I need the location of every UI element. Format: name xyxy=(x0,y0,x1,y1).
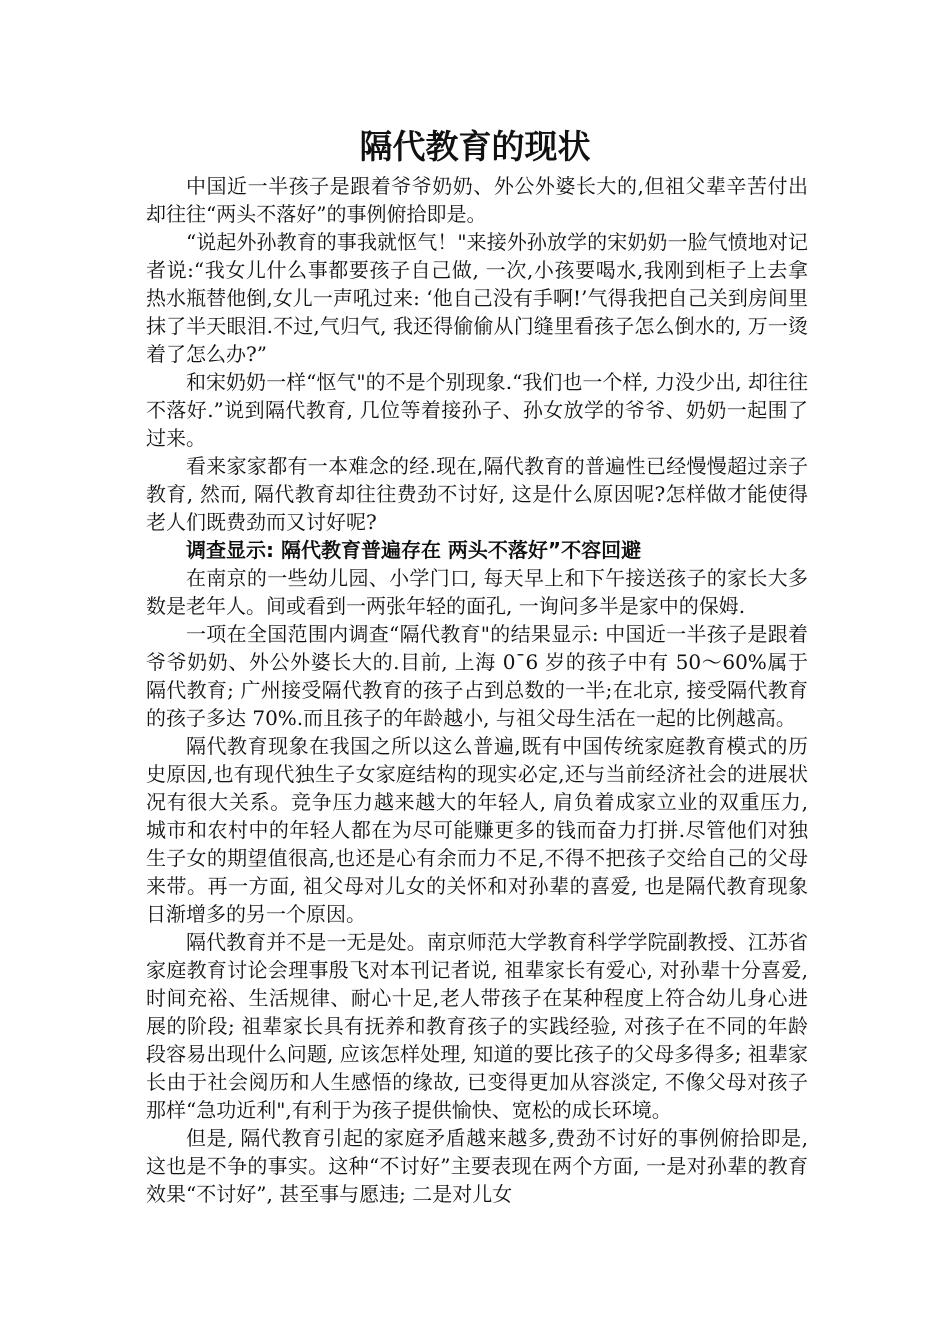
section-heading: 调查显示: 隔代教育普遍存在 两头不落好”不容回避 xyxy=(186,538,642,562)
paragraph: 看来家家都有一本难念的经.现在,隔代教育的普遍性已经慢慢超过亲子教育, 然而, 隔代教育却往往费劲不讨好, 这是什么原因呢?怎样做才能使得老人们既费劲而又讨好呢? xyxy=(146,454,808,534)
paragraph: 一项在全国范围内调查“隔代教育"的结果显示: 中国近一半孩子是跟着爷爷奶奶、外公外婆长大的.目前, 上海 0¯6 岁的孩子中有 50～60%属于隔代教育; 广州接受隔代教育的孩子占到总数的一半;在北京, 接受隔代教育的孩子多达 70%.而且孩子的年龄越小, 与祖父母生活在一起的比例越高。 xyxy=(146,622,808,730)
paragraph: 隔代教育现象在我国之所以这么普遍,既有中国传统家庭教育模式的历史原因,也有现代独生子女家庭结构的现实必定,还与当前经济社会的进展状况有很大关系。竞争压力越来越大的年轻人, 肩负着成家立业的双重压力, 城市和农村中的年轻人都在为尽可能赚更多的钱而奋力打拼.尽管他们对独生子女的期望值很高,也还是心有余而力不足,不得不把孩子交给自己的父母来带。再一方面, 祖父母对儿女的关怀和对孙辈的喜爱, 也是隔代教育现象日渐增多的另一个原因。 xyxy=(146,734,808,926)
paragraph: 和宋奶奶一样“怄气"的不是个别现象.“我们也一个样, 力没少出, 却往往不落好.”说到隔代教育, 几位等着接孙子、孙女放学的爷爷、奶奶一起围了过来。 xyxy=(146,370,808,450)
page-title: 隔代教育的现状 xyxy=(359,127,591,166)
paragraph: 在南京的一些幼儿园、小学门口, 每天早上和下午接送孩子的家长大多数是老年人。间或看到一两张年轻的面孔, 一询问多半是家中的保姆. xyxy=(146,566,808,618)
paragraph: 隔代教育并不是一无是处。南京师范大学教育科学学院副教授、江苏省家庭教育讨论会理事殷飞对本刊记者说, 祖辈家长有爱心, 对孙辈十分喜爱,时间充裕、生活规律、耐心十足,老人带孩子在某种程度上符合幼儿身心进展的阶段; 祖辈家长具有抚养和教育孩子的实践经验, 对孩子在不同的年龄段容易出现什么问题, 应该怎样处理, 知道的要比孩子的父母多得多; 祖辈家长由于社会阅历和人生感悟的缘故, 已变得更加从容淡定, 不像父母对孩子那样“急功近利",有利于为孩子提供愉快、宽松的成长环境。 xyxy=(146,930,808,1122)
paragraph: 但是, 隔代教育引起的家庭矛盾越来越多,费劲不讨好的事例俯拾即是, 这也是不争的事实。这种“不讨好”主要表现在两个方面, 一是对孙辈的教育效果“不讨好”, 甚至事与愿违; 二是对儿女 xyxy=(146,1126,808,1206)
paragraph: “说起外孙教育的事我就怄气！"来接外孙放学的宋奶奶一脸气愤地对记者说:“我女儿什么事都要孩子自己做, 一次,小孩要喝水,我刚到柜子上去拿热水瓶替他倒,女儿一声吼过来: ‘他自己没有手啊!’气得我把自己关到房间里抹了半天眼泪.不过,气归气, 我还得偷偷从门缝里看孩子怎么倒水的, 万一烫着了怎么办?” xyxy=(146,230,808,366)
paragraph: 中国近一半孩子是跟着爷爷奶奶、外公外婆长大的,但祖父辈辛苦付出却往往“两头不落好”的事例俯拾即是。 xyxy=(146,174,808,226)
document-body xyxy=(146,172,808,1208)
